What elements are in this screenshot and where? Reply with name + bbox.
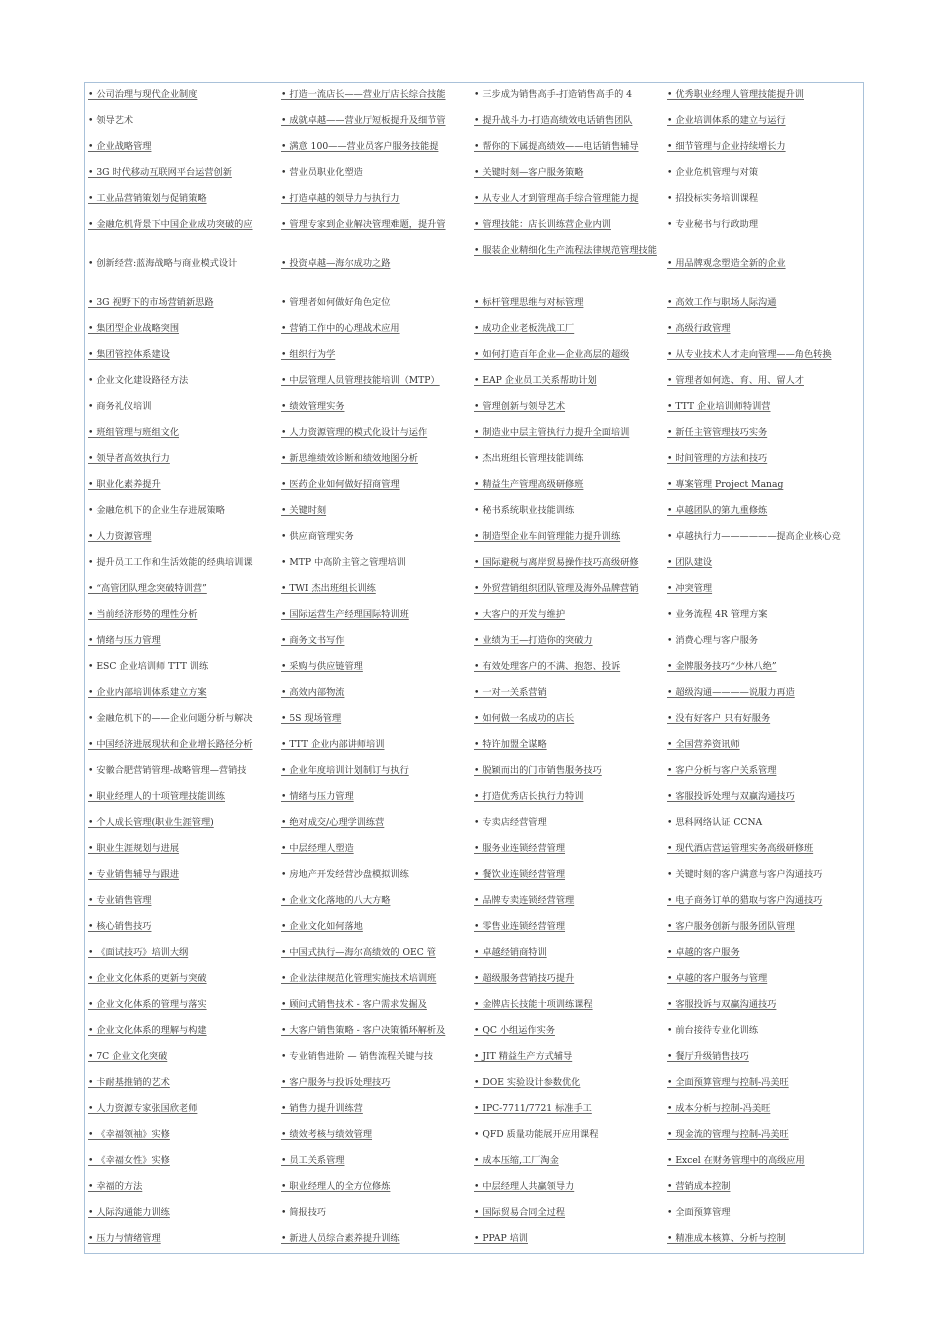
course-link[interactable]: • 超级服务营销技巧提升 bbox=[474, 973, 575, 984]
table-row bbox=[88, 524, 860, 550]
course-link[interactable]: • 特许加盟全谋略 bbox=[474, 739, 547, 750]
table-row bbox=[88, 394, 860, 420]
course-link[interactable]: • 客服投诉与双赢沟通技巧 bbox=[667, 999, 777, 1010]
course-link[interactable]: • 制造业中层主管执行力提升全面培训 bbox=[474, 427, 630, 438]
course-link[interactable]: • 标杆管理思维与对标管理 bbox=[474, 297, 584, 308]
course-link[interactable]: • 公司治理与现代企业制度 bbox=[88, 89, 198, 100]
table-row bbox=[88, 1018, 860, 1044]
table-row bbox=[88, 914, 860, 940]
course-link[interactable]: • 员工关系管理 bbox=[281, 1155, 345, 1166]
course-link[interactable]: • 5S 现场管理 bbox=[281, 713, 342, 724]
course-link[interactable]: • 职业经理人的十项管理技能训练 bbox=[88, 791, 225, 802]
table-row bbox=[88, 1122, 860, 1148]
course-item: • 杰出班组长管理技能训练 bbox=[474, 453, 584, 464]
course-link[interactable]: • 投资卓越—海尔成功之路 bbox=[281, 258, 391, 269]
course-link[interactable]: • 餐厅升级销售技巧 bbox=[667, 1051, 749, 1062]
course-item: • 思科网络认证 CCNA bbox=[667, 817, 763, 828]
course-link[interactable]: • 新思维绩效诊断和绩效地图分析 bbox=[281, 453, 418, 464]
table-row bbox=[88, 134, 860, 160]
course-link[interactable]: • 服装企业精细化生产流程法律规范管理技能 bbox=[474, 245, 657, 256]
table-row bbox=[88, 810, 860, 836]
course-link[interactable]: • 中国经济进展现状和企业增长路径分析 bbox=[88, 739, 253, 750]
course-link[interactable]: • TTT 企业培训师特训营 bbox=[667, 401, 771, 412]
course-link[interactable]: • 管理技能：店长训练营企业内训 bbox=[474, 219, 611, 230]
table-row bbox=[88, 732, 860, 758]
course-link[interactable]: • PPAP 培训 bbox=[474, 1233, 528, 1244]
table-row bbox=[88, 446, 860, 472]
course-link[interactable]: • 有效处理客户的不满、抱怨、投诉 bbox=[474, 661, 621, 672]
course-link[interactable]: • 领导者高效执行力 bbox=[88, 453, 170, 464]
course-link[interactable]: • 管理专家到企业解决管理难题，提升管 bbox=[281, 219, 446, 230]
course-link[interactable]: • 成本分析与控制-冯美旺 bbox=[667, 1103, 771, 1114]
course-link[interactable]: • 从专业人才到管理高手综合管理能力提 bbox=[474, 193, 639, 204]
course-link[interactable]: • 企业文化如何落地 bbox=[281, 921, 363, 932]
course-link[interactable]: • 客户服务与投诉处理技巧 bbox=[281, 1077, 391, 1088]
course-link[interactable]: • 管理者如何选、育、用、留人才 bbox=[667, 375, 804, 386]
course-link[interactable]: • 全面预算管理与控制-冯美旺 bbox=[667, 1077, 789, 1088]
course-link[interactable]: • 关键时刻 bbox=[281, 505, 327, 516]
course-item: • 营业员职业化塑造 bbox=[281, 167, 363, 178]
course-item: • ESC 企业培训师 TTT 训练 bbox=[88, 661, 209, 672]
course-link[interactable]: • 大客户销售策略 - 客户决策循环解析及 bbox=[281, 1025, 446, 1036]
course-link[interactable]: • 人际沟通能力训练 bbox=[88, 1207, 170, 1218]
course-link[interactable]: • 企业内部培训体系建立方案 bbox=[88, 687, 207, 698]
table-row bbox=[88, 1226, 860, 1252]
table-row bbox=[88, 706, 860, 732]
table-row bbox=[88, 1148, 860, 1174]
course-link[interactable]: • 精准成本核算、分析与控制 bbox=[667, 1233, 786, 1244]
course-item: • 前台接待专业化训练 bbox=[667, 1025, 759, 1036]
table-row bbox=[88, 680, 860, 706]
course-link[interactable]: • 中层经理人塑造 bbox=[281, 843, 354, 854]
course-link[interactable]: • 如何做一名成功的店长 bbox=[474, 713, 575, 724]
course-link[interactable]: • 情绪与压力管理 bbox=[88, 635, 161, 646]
course-link[interactable]: • 关键时刻—客户服务策略 bbox=[474, 167, 584, 178]
course-link[interactable]: • 现金流的管理与控制-冯美旺 bbox=[667, 1129, 789, 1140]
course-link[interactable]: • 职业经理人的全方位修炼 bbox=[281, 1181, 391, 1192]
course-link[interactable]: • 金牌服务技巧“少林八绝” bbox=[667, 661, 777, 672]
course-link[interactable]: • “高管团队理念突破特训营” bbox=[88, 583, 207, 594]
course-link[interactable]: • 职业生涯规划与进展 bbox=[88, 843, 180, 854]
course-link[interactable]: • 打造一流店长——营业厅店长综合技能 bbox=[281, 89, 446, 100]
table-row bbox=[88, 550, 860, 576]
course-link[interactable]: • 专业销售管理 bbox=[88, 895, 152, 906]
course-link[interactable]: • 人力资源管理 bbox=[88, 531, 152, 542]
course-link[interactable]: • 顾问式销售技术 - 客户需求发掘及 bbox=[281, 999, 427, 1010]
table-row bbox=[88, 1174, 860, 1200]
course-link[interactable]: • QC 小组运作实务 bbox=[474, 1025, 555, 1036]
course-link[interactable]: • 细节管理与企业持续增长力 bbox=[667, 141, 786, 152]
course-link[interactable]: • 一对一关系营销 bbox=[474, 687, 547, 698]
course-link[interactable]: • 精益生产管理高级研修班 bbox=[474, 479, 584, 490]
course-item: • 企业文化建设路径方法 bbox=[88, 375, 189, 386]
course-link[interactable]: • EAP 企业员工关系帮助计划 bbox=[474, 375, 597, 386]
course-link[interactable]: • 脱颖而出的门市销售服务技巧 bbox=[474, 765, 602, 776]
table-row bbox=[88, 966, 860, 992]
course-link[interactable]: • 打造优秀店长执行力特训 bbox=[474, 791, 584, 802]
course-link[interactable]: • 班组管理与班组文化 bbox=[88, 427, 180, 438]
table-row bbox=[88, 368, 860, 394]
course-link[interactable]: • 全国营养资讯师 bbox=[667, 739, 740, 750]
course-link[interactable]: • 外贸营销组织团队管理及海外品牌营销 bbox=[474, 583, 639, 594]
table-row bbox=[88, 160, 860, 186]
table-row bbox=[88, 498, 860, 524]
course-link[interactable]: • 打造卓越的领导力与执行力 bbox=[281, 193, 400, 204]
table-row bbox=[88, 862, 860, 888]
course-link[interactable]: • 企业文化体系的管理与落实 bbox=[88, 999, 207, 1010]
table-row bbox=[88, 472, 860, 498]
course-link[interactable]: • 个人成长管理(职业生涯管理) bbox=[88, 817, 214, 828]
table-row bbox=[88, 576, 860, 602]
course-link[interactable]: • 金牌店长技能十项训练课程 bbox=[474, 999, 593, 1010]
course-link[interactable]: • 人力资源管理的模式化设计与运作 bbox=[281, 427, 428, 438]
course-link[interactable]: • 新进人员综合素养提升训练 bbox=[281, 1233, 400, 1244]
course-item: • 秘书系统职业技能训练 bbox=[474, 505, 575, 516]
table-row bbox=[88, 758, 860, 784]
course-item: • 专卖店经营管理 bbox=[474, 817, 547, 828]
course-link[interactable]: • TWI 杰出班组长训练 bbox=[281, 583, 376, 594]
course-link[interactable]: • 中层管理人员管理技能培训（MTP） bbox=[281, 375, 440, 386]
course-link[interactable]: • 品牌专卖连锁经营管理 bbox=[474, 895, 575, 906]
course-item: • 创新经营:蓝海战略与商业模式设计 bbox=[88, 258, 238, 269]
course-link[interactable]: • 中层经理人共赢领导力 bbox=[474, 1181, 575, 1192]
course-link[interactable]: • 专业销售辅导与跟进 bbox=[88, 869, 180, 880]
course-link[interactable]: • 高效工作与职场人际沟通 bbox=[667, 297, 777, 308]
table-row bbox=[88, 238, 860, 290]
course-item: • 提升员工工作和生活效能的经典培训课 bbox=[88, 557, 253, 568]
table-row bbox=[88, 316, 860, 342]
course-link[interactable]: • 卓越经销商特训 bbox=[474, 947, 547, 958]
table-row bbox=[88, 836, 860, 862]
course-link[interactable]: • DOE 实验设计参数优化 bbox=[474, 1077, 581, 1088]
course-item: • 企业危机管理与对策 bbox=[667, 167, 759, 178]
course-link[interactable]: • 组织行为学 bbox=[281, 349, 336, 360]
table-row bbox=[88, 784, 860, 810]
course-link[interactable]: • 《面试技巧》培训大纲 bbox=[88, 947, 189, 958]
course-link[interactable]: • 企业法律规范化管理实施技术培训班 bbox=[281, 973, 437, 984]
course-link[interactable]: • 帮你的下属提高绩效——电话销售辅导 bbox=[474, 141, 639, 152]
course-link[interactable]: • 国际贸易合同全过程 bbox=[474, 1207, 566, 1218]
table-row bbox=[88, 628, 860, 654]
course-link[interactable]: • 幸福的方法 bbox=[88, 1181, 143, 1192]
course-item: • 安徽合肥营销管理-战略管理—营销技 bbox=[88, 765, 247, 776]
course-link[interactable]: • 绝对成交/心理学训练营 bbox=[281, 817, 385, 828]
course-link[interactable]: • 工业品营销策划与促销策略 bbox=[88, 193, 207, 204]
course-link[interactable]: • 中国式执行—海尔高绩效的 OEC 管 bbox=[281, 947, 436, 958]
course-item: • 三步成为销售高手-打造销售高手的 4 bbox=[474, 89, 633, 100]
table-row bbox=[88, 82, 860, 108]
table-row bbox=[88, 1096, 860, 1122]
table-row bbox=[88, 654, 860, 680]
course-link[interactable]: • 销售力提升训练营 bbox=[281, 1103, 363, 1114]
table-row bbox=[88, 186, 860, 212]
course-link[interactable]: • 绩效管理实务 bbox=[281, 401, 345, 412]
course-item: • QFD 质量功能展开应用课程 bbox=[474, 1129, 599, 1140]
course-link[interactable]: • 用品牌观念塑造全新的企业 bbox=[667, 258, 786, 269]
course-link[interactable]: • 專案管理 Project Manag bbox=[667, 479, 784, 490]
course-link[interactable]: • 业绩为王—打造你的突破力 bbox=[474, 635, 593, 646]
course-link[interactable]: • 高级行政管理 bbox=[667, 323, 731, 334]
course-link[interactable]: • 优秀职业经理人管理技能提升训 bbox=[667, 89, 804, 100]
course-link[interactable]: • 情绪与压力管理 bbox=[281, 791, 354, 802]
course-item: • 专业销售进阶 — 销售流程关键与技 bbox=[281, 1051, 433, 1062]
course-link[interactable]: • 集团管控体系建设 bbox=[88, 349, 170, 360]
course-link[interactable]: • 企业文化体系的更新与突破 bbox=[88, 973, 207, 984]
course-link[interactable]: • 冲突管理 bbox=[667, 583, 713, 594]
course-item: • 全面预算管理 bbox=[667, 1207, 731, 1218]
course-link[interactable]: • 企业年度培训计划制订与执行 bbox=[281, 765, 409, 776]
course-item: • 简报技巧 bbox=[281, 1207, 327, 1218]
course-link[interactable]: • 企业战略管理 bbox=[88, 141, 152, 152]
course-link[interactable]: • 国际避税与离岸贸易操作技巧高级研修 bbox=[474, 557, 639, 568]
course-link[interactable]: • 成本压缩,工厂淘金 bbox=[474, 1155, 559, 1166]
table-row bbox=[88, 1200, 860, 1226]
course-link[interactable]: • 提升战斗力-打造高绩效电话销售团队 bbox=[474, 115, 633, 126]
course-link[interactable]: • 营销成本控制 bbox=[667, 1181, 731, 1192]
course-link[interactable]: • 如何打造百年企业—企业高层的超级 bbox=[474, 349, 630, 360]
course-item: • 商务礼仪培训 bbox=[88, 401, 152, 412]
course-link[interactable]: • 服务业连锁经营管理 bbox=[474, 843, 566, 854]
course-link[interactable]: • 餐饮业连锁经营管理 bbox=[474, 869, 566, 880]
course-item: • 供应商管理实务 bbox=[281, 531, 354, 542]
course-link[interactable]: • 人力资源专家张国欣老师 bbox=[88, 1103, 198, 1114]
course-link[interactable]: • 客户服务创新与服务团队管理 bbox=[667, 921, 795, 932]
table-row bbox=[88, 888, 860, 914]
table-row bbox=[88, 992, 860, 1018]
course-link[interactable]: • 7C 企业文化突破 bbox=[88, 1051, 168, 1062]
course-link[interactable]: • 采购与供应链管理 bbox=[281, 661, 363, 672]
course-link[interactable]: • 没有好客户 只有好服务 bbox=[667, 713, 771, 724]
course-link[interactable]: • 绩效考核与绩效管理 bbox=[281, 1129, 373, 1140]
course-link[interactable]: • 金融危机背景下中国企业成功突破的应 bbox=[88, 219, 253, 230]
course-link[interactable]: • 企业培训体系的建立与运行 bbox=[667, 115, 786, 126]
course-link[interactable]: • 当前经济形势的理性分析 bbox=[88, 609, 198, 620]
course-link[interactable]: • 团队建设 bbox=[667, 557, 713, 568]
course-link[interactable]: • 卓越的客户服务 bbox=[667, 947, 740, 958]
course-link[interactable]: • 客服投诉处理与双赢沟通技巧 bbox=[667, 791, 795, 802]
course-item: • 房地产开发经营沙盘模拟训练 bbox=[281, 869, 409, 880]
course-link[interactable]: • JIT 精益生产方式辅导 bbox=[474, 1051, 573, 1062]
course-link[interactable]: • 集团型企业战略突围 bbox=[88, 323, 180, 334]
course-link[interactable]: • 职业化素养提升 bbox=[88, 479, 161, 490]
course-link[interactable]: • 压力与情绪管理 bbox=[88, 1233, 161, 1244]
course-item: • 金融危机下的企业生存进展策略 bbox=[88, 505, 225, 516]
table-row bbox=[88, 212, 860, 238]
course-link[interactable]: • 核心销售技巧 bbox=[88, 921, 152, 932]
course-link[interactable]: • 企业文化落地的八大方略 bbox=[281, 895, 391, 906]
course-link[interactable]: • 超级沟通————说服力再造 bbox=[667, 687, 795, 698]
course-item: • 关键时刻的客户满意与客户沟通技巧 bbox=[667, 869, 823, 880]
course-link[interactable]: • 现代酒店营运管理实务高级研修班 bbox=[667, 843, 814, 854]
course-link[interactable]: • 《幸福女性》实修 bbox=[88, 1155, 170, 1166]
course-link[interactable]: • 卓越团队的第九重修炼 bbox=[667, 505, 768, 516]
table-row bbox=[88, 1044, 860, 1070]
course-item: • 金融危机下的——企业问题分析与解决 bbox=[88, 713, 253, 724]
table-row bbox=[88, 108, 860, 134]
table-row bbox=[88, 602, 860, 628]
course-item: • 业务流程 4R 管理方案 bbox=[667, 609, 768, 620]
table-row bbox=[88, 290, 860, 316]
course-link[interactable]: • 成就卓越——营业厅短板提升及细节管 bbox=[281, 115, 446, 126]
course-link[interactable]: • 营销工作中的心理战术应用 bbox=[281, 323, 400, 334]
course-link[interactable]: • 制造型企业车间管理能力提升训练 bbox=[474, 531, 621, 542]
course-link[interactable]: • 3G 时代移动互联网平台运营创新 bbox=[88, 167, 232, 178]
course-link[interactable]: • 满意 100——营业员客户服务技能提 bbox=[281, 141, 439, 152]
course-link[interactable]: • TTT 企业内部讲师培训 bbox=[281, 739, 385, 750]
course-link[interactable]: • 3G 视野下的市场营销新思路 bbox=[88, 297, 214, 308]
course-link[interactable]: • 企业文化体系的理解与构建 bbox=[88, 1025, 207, 1036]
course-link[interactable]: • Excel 在财务管理中的高级应用 bbox=[667, 1155, 805, 1166]
course-link[interactable]: • 《幸福领袖》实修 bbox=[88, 1129, 170, 1140]
course-item: • MTP 中高阶主管之管理培训 bbox=[281, 557, 406, 568]
course-item: • 管理者如何做好角色定位 bbox=[281, 297, 391, 308]
course-link[interactable]: • 从专业技术人才走向管理——角色转换 bbox=[667, 349, 832, 360]
course-item: • 专业秘书与行政助理 bbox=[667, 219, 759, 230]
table-row bbox=[88, 342, 860, 368]
course-link[interactable]: • 成功企业老板洗战工厂 bbox=[474, 323, 575, 334]
table-row bbox=[88, 940, 860, 966]
course-item: • 卓越执行力——————提高企业核心竞 bbox=[667, 531, 841, 542]
course-link[interactable]: • IPC-7711/7721 标准手工 bbox=[474, 1103, 592, 1114]
course-link[interactable]: • 医药企业如何做好招商管理 bbox=[281, 479, 400, 490]
course-link[interactable]: • 国际运营生产经理国际特训班 bbox=[281, 609, 409, 620]
course-link[interactable]: • 高效内部物流 bbox=[281, 687, 345, 698]
course-link[interactable]: • 客户分析与客户关系管理 bbox=[667, 765, 777, 776]
course-item: • 领导艺术 bbox=[88, 115, 134, 126]
course-item: • 消费心理与客户服务 bbox=[667, 635, 759, 646]
course-link[interactable]: • 商务文书写作 bbox=[281, 635, 345, 646]
course-link[interactable]: • 卓越的客户服务与管理 bbox=[667, 973, 768, 984]
table-row bbox=[88, 420, 860, 446]
table-row bbox=[88, 1070, 860, 1096]
course-link[interactable]: • 卡耐基推销的艺术 bbox=[88, 1077, 170, 1088]
course-link[interactable]: • 时间管理的方法和技巧 bbox=[667, 453, 768, 464]
course-link[interactable]: • 大客户的开发与维护 bbox=[474, 609, 566, 620]
course-item: • 招投标实务培训课程 bbox=[667, 193, 759, 204]
course-link[interactable]: • 管理创新与领导艺术 bbox=[474, 401, 566, 412]
course-link[interactable]: • 新任主管管理技巧实务 bbox=[667, 427, 768, 438]
course-link[interactable]: • 电子商务订单的猎取与客户沟通技巧 bbox=[667, 895, 823, 906]
course-link[interactable]: • 零售业连锁经营管理 bbox=[474, 921, 566, 932]
course-table bbox=[88, 82, 860, 1252]
